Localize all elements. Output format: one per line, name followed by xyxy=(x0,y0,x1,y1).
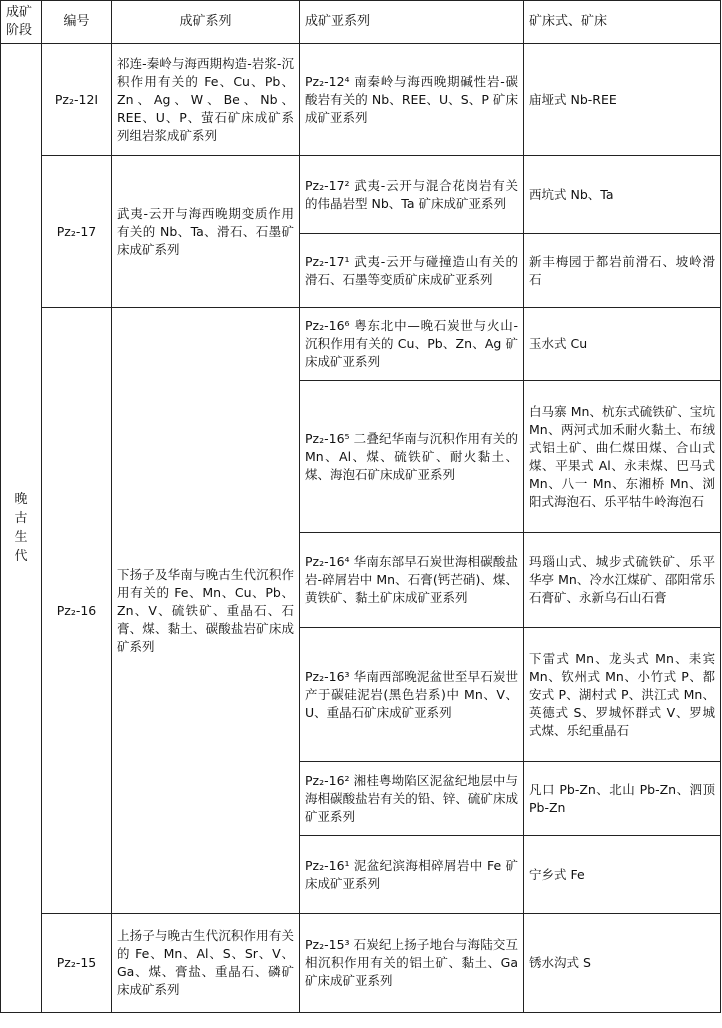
deposit-cell: 玛瑙山式、城步式硫铁矿、乐平华亭 Mn、冷水江煤矿、邵阳常乐石膏矿、永新乌石山石膏 xyxy=(524,533,721,628)
table-row xyxy=(1,156,721,234)
code-cell: Pz₂-15 xyxy=(42,914,112,1013)
system-cell: 武夷-云开与海西晚期变质作用有关的 Nb、Ta、滑石、石墨矿床成矿系列 xyxy=(112,156,300,308)
subsystem-cell: Pz₂-16³ 华南西部晚泥盆世至早石炭世产于碳硅泥岩(黑色岩系)中 Mn、V、U、重晶石矿床成矿亚系列 xyxy=(300,628,524,762)
subsystem-cell: Pz₂-16² 湘桂粤坳陷区泥盆纪地层中与海相碳酸盐岩有关的铅、锌、硫矿床成矿亚系列 xyxy=(300,762,524,836)
deposit-cell: 凡口 Pb-Zn、北山 Pb-Zn、泗顶 Pb-Zn xyxy=(524,762,721,836)
stage-cell: 晚古生代 xyxy=(1,44,42,1013)
header-row xyxy=(1,1,721,44)
deposit-cell: 新丰梅园于都岩前滑石、坡岭滑石 xyxy=(524,234,721,308)
subsystem-cell: Pz₂-12⁴ 南秦岭与海西晚期碱性岩-碳酸岩有关的 Nb、REE、U、S、P 矿床成矿亚系列 xyxy=(300,44,524,156)
table-row xyxy=(1,914,721,1013)
deposit-cell: 玉水式 Cu xyxy=(524,308,721,381)
deposit-cell: 白马寨 Mn、杭东式硫铁矿、宝坑 Mn、两河式加禾耐火黏土、布绒式铝土矿、曲仁煤田煤、合山式煤、平果式 Al、永耒煤、巴马式 Mn、八一 Mn、东湘桥 Mn、浏阳式海泡石、乐平牯牛岭海泡石 xyxy=(524,381,721,533)
header-code: 编号 xyxy=(42,1,112,44)
deposit-cell: 西坑式 Nb、Ta xyxy=(524,156,721,234)
header-deposit: 矿床式、矿床 xyxy=(524,1,721,44)
header-system: 成矿系列 xyxy=(112,1,300,44)
system-cell: 下扬子及华南与晚古生代沉积作用有关的 Fe、Mn、Cu、Pb、Zn、V、硫铁矿、重晶石、石膏、煤、黏土、碳酸盐岩矿床成矿系列 xyxy=(112,308,300,914)
code-cell: Pz₂-12I xyxy=(42,44,112,156)
subsystem-cell: Pz₂-16¹ 泥盆纪滨海相碎屑岩中 Fe 矿床成矿亚系列 xyxy=(300,836,524,914)
deposit-cell: 下雷式 Mn、龙头式 Mn、耒宾 Mn、钦州式 Mn、小竹式 P、都安式 P、湖村式 P、洪江式 Mn、英德式 S、罗城怀群式 V、罗城式煤、乐纪重晶石 xyxy=(524,628,721,762)
deposit-cell: 庙垭式 Nb-REE xyxy=(524,44,721,156)
table-row xyxy=(1,44,721,156)
subsystem-cell: Pz₂-17² 武夷-云开与混合花岗岩有关的伟晶岩型 Nb、Ta 矿床成矿亚系列 xyxy=(300,156,524,234)
subsystem-cell: Pz₂-15³ 石炭纪上扬子地台与海陆交互相沉积作用有关的铝土矿、黏土、Ga 矿床成矿亚系列 xyxy=(300,914,524,1013)
subsystem-cell: Pz₂-16⁴ 华南东部早石炭世海相碳酸盐岩-碎屑岩中 Mn、石膏(钙芒硝)、煤、黄铁矿、黏土矿床成矿亚系列 xyxy=(300,533,524,628)
subsystem-cell: Pz₂-17¹ 武夷-云开与碰撞造山有关的滑石、石墨等变质矿床成矿亚系列 xyxy=(300,234,524,308)
subsystem-cell: Pz₂-16⁶ 粤东北中—晚石炭世与火山-沉积作用有关的 Cu、Pb、Zn、Ag 矿床成矿亚系列 xyxy=(300,308,524,381)
system-cell: 祁连-秦岭与海西期构造-岩浆-沉积作用有关的 Fe、Cu、Pb、Zn、Ag、W、Be、Nb、REE、U、P、萤石矿床成矿系列组岩浆成矿系列 xyxy=(112,44,300,156)
table-row xyxy=(1,308,721,381)
header-stage: 成矿阶段 xyxy=(1,1,42,44)
code-cell: Pz₂-17 xyxy=(42,156,112,308)
deposit-cell: 宁乡式 Fe xyxy=(524,836,721,914)
header-subsystem: 成矿亚系列 xyxy=(300,1,524,44)
system-cell: 上扬子与晚古生代沉积作用有关的 Fe、Mn、Al、S、Sr、V、Ga、煤、膏盐、重晶石、磷矿床成矿系列 xyxy=(112,914,300,1013)
deposit-cell: 锈水沟式 S xyxy=(524,914,721,1013)
code-cell: Pz₂-16 xyxy=(42,308,112,914)
subsystem-cell: Pz₂-16⁵ 二叠纪华南与沉积作用有关的 Mn、Al、煤、硫铁矿、耐火黏土、煤、海泡石矿床成矿亚系列 xyxy=(300,381,524,533)
